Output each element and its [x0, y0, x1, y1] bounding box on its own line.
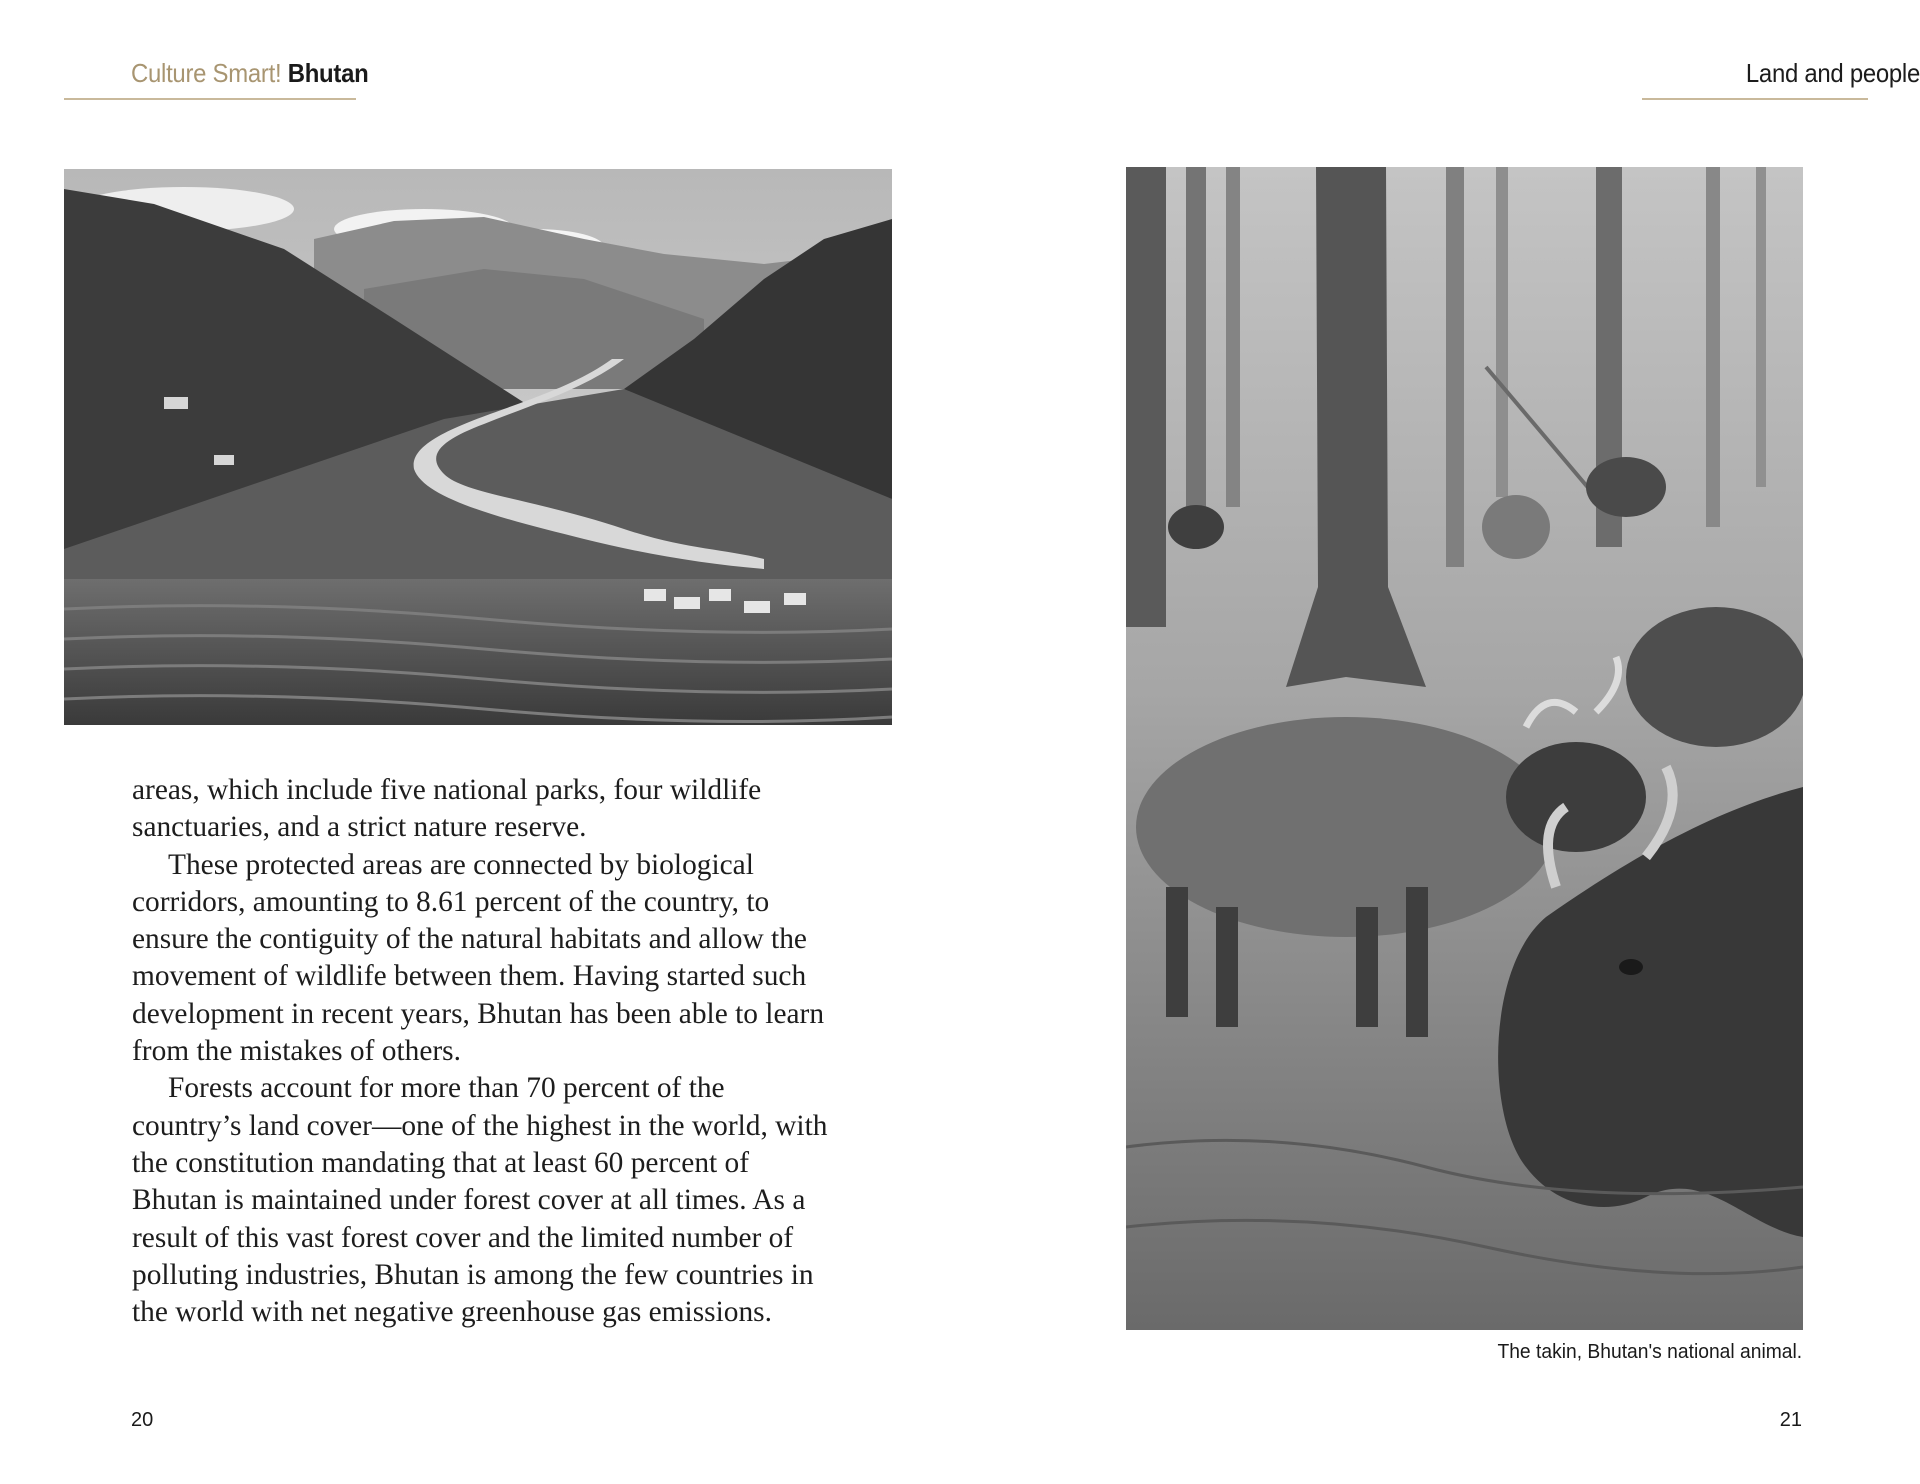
paragraph: Forests account for more than 70 percent of the country’s land cover—one of the highest in the world, with the constitution mandating that at least 60 percent of Bhutan is maintained under forest cover at all times. As a result of this vast forest cover and the limited number of polluting industries, Bhutan is among the few countries in the world with net negative greenhouse gas emissions.: [132, 1072, 828, 1329]
body-text: [132, 772, 832, 1331]
photo-caption: The takin, Bhutan's national animal.: [1497, 1340, 1802, 1363]
running-head-right: [246, 58, 1920, 89]
series-name: Culture Smart!: [131, 58, 282, 88]
header-rule-right: [1642, 98, 1868, 100]
section-title: Land and people: [1745, 58, 1920, 88]
valley-photo: [64, 169, 892, 725]
book-title: Bhutan: [287, 58, 369, 88]
page-number-left: 20: [131, 1409, 154, 1431]
header-rule-left: [64, 98, 356, 100]
paragraph: These protected areas are connected by biological corridors, amounting to 8.61 percent of the country, to ensure the contiguity of the natural habitats and allow the movement of wildlife between them. Having started such development in recent years, Bhutan has been able to learn from the mistakes of others.: [132, 848, 825, 1068]
takin-photo: [1126, 167, 1803, 1330]
paragraph: areas, which include five national parks, four wildlife sanctuaries, and a strict nature reserve.: [132, 774, 762, 844]
page-number-right: 21: [1779, 1409, 1802, 1431]
